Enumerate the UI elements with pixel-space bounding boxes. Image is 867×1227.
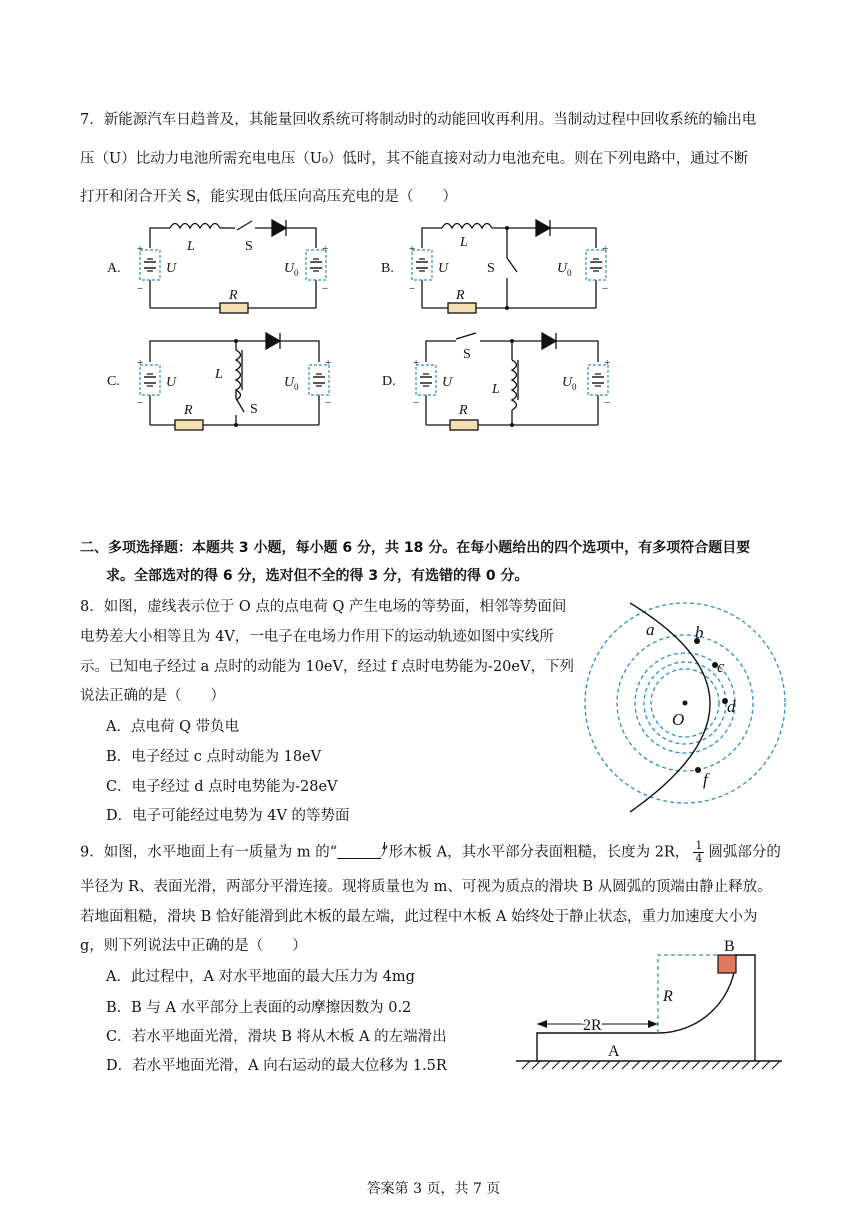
label-radius-r: R <box>663 988 673 1005</box>
q9-option-d: D．若水平地面光滑，A 向右运动的最大位移为 1.5R <box>106 1058 447 1074</box>
label-length-2r: 2R <box>583 1017 602 1034</box>
q7-option-d: D. <box>382 374 396 389</box>
point-b: b <box>695 623 704 642</box>
q9-line-1: 9．如图，水平地面上有一质量为 m 的“ ”形木板 A，其水平部分表面粗糙，长度为 2R， $\frac{1}{4}$ 圆弧部分的 <box>80 839 781 865</box>
label-u0-sub: 0 <box>567 268 572 278</box>
q8-option-c: C．电子经过 d 点时电势能为-28eV <box>106 779 338 795</box>
label-u0: U <box>562 375 573 390</box>
q8-line-2: 电势差大小相等且为 4V，一电子在电场力作用下的运动轨迹如图中实线所 <box>80 629 554 645</box>
label-l: L <box>215 367 223 382</box>
minus-sign: − <box>604 397 611 409</box>
label-u: U <box>166 375 177 390</box>
point-a: a <box>646 620 655 639</box>
label-s: S <box>463 347 471 362</box>
q8-line-1: 8．如图，虚线表示位于 O 点的点电荷 Q 产生电场的等势面，相邻等势面间 <box>80 599 567 615</box>
q7-option-c: C. <box>107 374 120 389</box>
plus-sign: + <box>602 243 609 255</box>
label-u: U <box>166 261 177 276</box>
minus-sign: − <box>137 283 144 295</box>
q8-line-4: 说法正确的是（ ） <box>80 688 225 704</box>
minus-sign: − <box>137 397 144 409</box>
minus-sign: − <box>413 397 420 409</box>
label-u0: U <box>284 375 295 390</box>
label-s: S <box>250 402 258 417</box>
label-l: L <box>492 382 500 397</box>
point-d: d <box>727 697 736 716</box>
plus-sign: + <box>322 243 329 255</box>
plus-sign: + <box>409 243 416 255</box>
q9-line-3: 若地面粗糙，滑块 B 恰好能滑到此木板的最左端，此过程中木板 A 始终处于静止状态，重力加速度大小为 <box>80 909 758 925</box>
point-c: c <box>717 657 725 676</box>
label-l: L <box>187 239 195 254</box>
q7-option-b: B. <box>381 261 394 276</box>
section-2-heading-line-2: 求。全部选对的得 6 分，选对但不全的得 3 分，有选错的得 0 分。 <box>106 568 529 584</box>
label-u0-sub: 0 <box>572 382 577 392</box>
label-board-a: A <box>608 1043 620 1060</box>
label-u: U <box>438 261 449 276</box>
q9-line-4: g，则下列说法中正确的是（ ） <box>80 938 307 954</box>
label-r: R <box>184 403 193 418</box>
q7-line-3: 打开和闭合开关 S，能实现由低压向高压充电的是（ ） <box>80 189 458 205</box>
label-r: R <box>229 288 238 303</box>
plus-sign: + <box>413 357 420 369</box>
q7-option-a: A. <box>107 261 121 276</box>
label-u0-sub: 0 <box>294 268 299 278</box>
q9-option-c: C．若水平地面光滑，滑块 B 将从木板 A 的左端滑出 <box>106 1029 447 1045</box>
label-u: U <box>442 375 453 390</box>
label-u0: U <box>557 261 568 276</box>
q8-option-d: D．电子可能经过电势为 4V 的等势面 <box>106 808 350 824</box>
minus-sign: − <box>602 283 609 295</box>
minus-sign: − <box>409 283 416 295</box>
minus-sign: − <box>325 397 332 409</box>
q8-option-a: A．点电荷 Q 带负电 <box>106 719 240 735</box>
plus-sign: + <box>325 357 332 369</box>
q8-option-b: B．电子经过 c 点时动能为 18eV <box>106 749 322 765</box>
plus-sign: + <box>604 357 611 369</box>
q8-line-3: 示。已知电子经过 a 点时的动能为 10eV，经过 f 点时电势能为-20eV，下列 <box>80 659 574 675</box>
plus-sign: + <box>137 243 144 255</box>
q9-option-a: A．此过程中，A 对水平地面的最大压力为 4mg <box>106 969 415 985</box>
q9-line-2: 半径为 R、表面光滑，两部分平滑连接。现将质量也为 m、可视为质点的滑块 B 从圆弧的顶端由静止释放。 <box>80 879 772 895</box>
page-footer: 答案第 3 页，共 7 页 <box>366 1181 501 1197</box>
label-block-b: B <box>724 938 735 955</box>
label-s: S <box>487 261 495 276</box>
point-o: O <box>672 710 685 729</box>
label-r: R <box>456 288 465 303</box>
q7-line-1: 7．新能源汽车日趋普及，其能量回收系统可将制动时的动能回收再利用。当制动过程中回收系统的输出电 <box>80 112 757 128</box>
q9-option-b: B．B 与 A 水平部分上表面的动摩擦因数为 0.2 <box>106 1000 412 1016</box>
q7-line-2: 压（U）比动力电池所需充电电压（U₀）低时，其不能直接对动力电池充电。则在下列电路中，通过不断 <box>80 151 749 167</box>
label-s: S <box>245 239 253 254</box>
label-r: R <box>459 403 468 418</box>
minus-sign: − <box>322 283 329 295</box>
label-l: L <box>460 235 468 250</box>
label-u0-sub: 0 <box>294 382 299 392</box>
plus-sign: + <box>137 357 144 369</box>
section-2-heading-line-1: 二、多项选择题：本题共 3 小题，每小题 6 分，共 18 分。在每小题给出的四个选项中，有多项符合题目要 <box>80 540 751 556</box>
point-f: f <box>703 770 708 789</box>
label-u0: U <box>284 261 295 276</box>
